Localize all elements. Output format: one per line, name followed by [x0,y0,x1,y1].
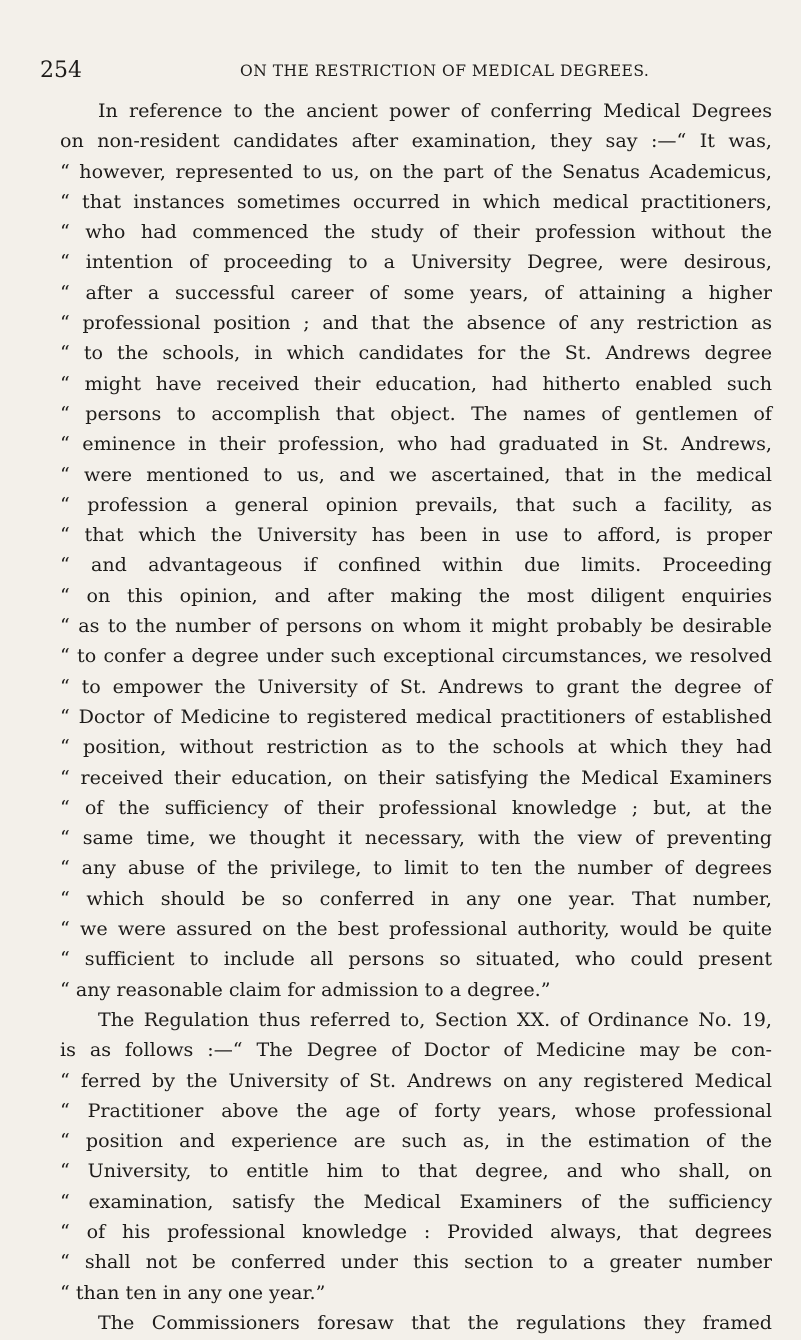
text-line: “ that which the University has been in use to afford, is proper [60,523,772,547]
text-line: “ any abuse of the privilege, to limit to ten the number of degrees [60,856,772,880]
text-line: “ same time, we thought it necessary, with the view of preventing [60,826,772,850]
text-line: “ ferred by the University of St. Andrews on any registered Medical [60,1068,772,1092]
text-line: “ on this opinion, and after making the most diligent enquiries [60,583,772,607]
text-line: on non-resident candidates after examination, they say :—“ It was, [60,129,772,153]
text-line: “ as to the number of persons on whom it might probably be desirable [60,614,772,638]
text-line: “ University, to entitle him to that degree, and who shall, on [60,1159,772,1183]
text-line: “ professional position ; and that the absence of any restriction as [60,311,772,335]
text-line: “ might have received their education, had hitherto enabled such [60,371,772,395]
text-line: “ to confer a degree under such exceptional circumstances, we resolved [60,644,772,668]
text-line: “ Doctor of Medicine to registered medical practitioners of established [60,704,772,728]
text-line: “ persons to accomplish that object. The names of gentlemen of [60,401,772,425]
text-line: “ to empower the University of St. Andrews to grant the degree of [60,674,772,698]
text-line: “ position, without restriction as to the schools at which they had [60,735,772,759]
page-number: 254 [40,58,82,83]
text-line: “ than ten in any one year.” [60,1280,326,1304]
text-line: “ examination, satisfy the Medical Examiners of the sufficiency [60,1189,772,1213]
text-line: “ to the schools, in which candidates for the St. Andrews degree [60,341,772,365]
text-line: “ received their education, on their satisfying the Medical Examiners [60,765,772,789]
text-line: “ after a successful career of some years, of attaining a higher [60,280,772,304]
text-line: “ any reasonable claim for admission to a degree.” [60,977,551,1001]
text-line: “ we were assured on the best professional authority, would be quite [60,917,772,941]
text-line: “ of the sufficiency of their professional knowledge ; but, at the [60,795,772,819]
text-line: “ were mentioned to us, and we ascertained, that in the medical [60,462,772,486]
text-line: “ which should be so conferred in any one year. That number, [60,886,772,910]
text-line: “ that instances sometimes occurred in which medical practitioners, [60,189,772,213]
text-line: “ sufficient to include all persons so situated, who could present [60,947,772,971]
text-line: “ however, represented to us, on the part of the Senatus Academicus, [60,159,772,183]
text-line: “ and advantageous if confined within due limits. Proceeding [60,553,772,577]
text-line: “ who had commenced the study of their profession without the [60,220,772,244]
running-title: ON THE RESTRICTION OF MEDICAL DEGREES. [240,62,650,80]
text-line: “ Practitioner above the age of forty years, whose professional [60,1098,772,1122]
text-line: “ shall not be conferred under this section to a greater number [60,1250,772,1274]
text-line: “ position and experience are such as, in the estimation of the [60,1129,772,1153]
text-line: The Commissioners foresaw that the regulations they framed [98,1310,772,1334]
text-line: “ profession a general opinion prevails, that such a facility, as [60,492,772,516]
text-line: “ intention of proceeding to a University Degree, were desirous, [60,250,772,274]
page-header [40,58,761,84]
text-line: The Regulation thus referred to, Section XX. of Ordinance No. 19, [98,1007,772,1031]
text-line: “ eminence in their profession, who had graduated in St. Andrews, [60,432,772,456]
text-line: is as follows :—“ The Degree of Doctor of Medicine may be con- [60,1038,772,1062]
text-line: “ of his professional knowledge : Provided always, that degrees [60,1219,772,1243]
body-text [60,96,772,1338]
text-line: In reference to the ancient power of conferring Medical Degrees [98,99,772,122]
